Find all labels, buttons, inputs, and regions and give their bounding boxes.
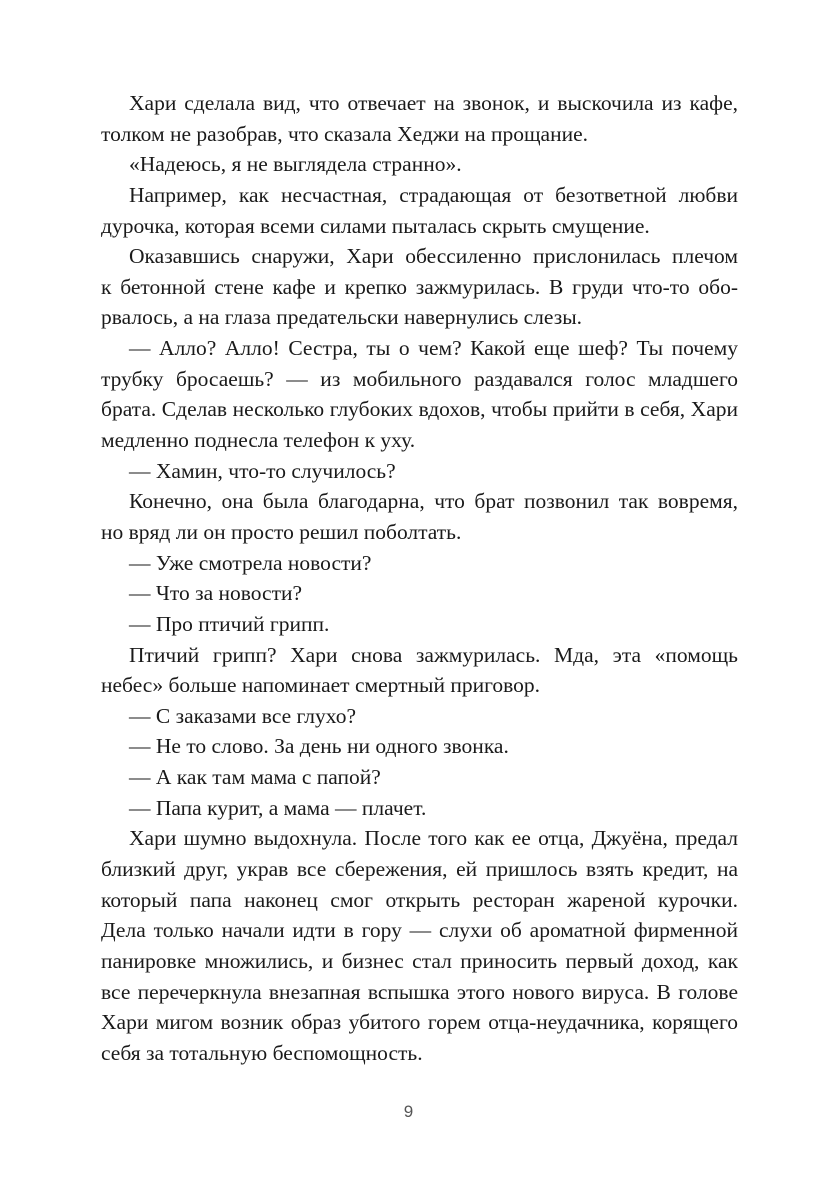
paragraph — [101, 241, 738, 333]
text-line: — Не то слово. За день ни одного звонка. — [129, 734, 509, 759]
text-line: брата. Сделав несколько глубоких вдохов, чтобы прийти в себя, Хари — [101, 397, 738, 422]
text-line: — Что за новости? — [129, 581, 303, 606]
body-text — [101, 88, 738, 1069]
paragraph — [101, 88, 738, 149]
paragraph — [101, 640, 738, 701]
paragraph — [101, 823, 738, 1068]
text-line: — А как там мама с папой? — [129, 765, 381, 790]
paragraph — [101, 548, 738, 579]
paragraph — [101, 762, 738, 793]
paragraph — [101, 149, 738, 180]
text-line: который папа наконец смог открыть ресторан жареной курочки. — [101, 887, 738, 912]
text-line: «Надеюсь, я не выглядела странно». — [129, 152, 462, 177]
text-line: Хари мигом возник образ убитого горем отца-неудачника, корящего — [101, 1010, 738, 1035]
text-line: Птичий грипп? Хари снова зажмурилась. Мда, эта «помощь — [129, 642, 738, 667]
text-line: трубку бросаешь? — из мобильного раздавался голос младшего — [101, 366, 738, 391]
text-line: к бетонной стене кафе и крепко зажмурилась. В груди что-то обо- — [101, 274, 738, 299]
text-line: панировке множились, и бизнес стал приносить первый доход, как — [101, 948, 738, 973]
paragraph — [101, 486, 738, 547]
text-line: рвалось, а на глаза предательски навернулись слезы. — [101, 305, 583, 330]
text-line: Дела только начали идти в гору — слухи об ароматной фирменной — [101, 918, 738, 943]
paragraph — [101, 609, 738, 640]
paragraph — [101, 578, 738, 609]
text-line: Хари сделала вид, что отвечает на звонок, и выскочила из кафе, — [129, 91, 738, 115]
text-line: — Уже смотрела новости? — [129, 550, 372, 575]
text-line: — Папа курит, а мама — плачет. — [129, 795, 427, 820]
text-line: — Алло? Алло! Сестра, ты о чем? Какой еще шеф? Ты почему — [129, 336, 738, 361]
text-line: Например, как несчастная, страдающая от безответной любви — [129, 182, 738, 207]
text-line: — Хамин, что-то случилось? — [129, 458, 396, 483]
text-line: — Про птичий грипп. — [129, 611, 330, 636]
text-line: все перечеркнула внезапная вспышка этого нового вируса. В голове — [101, 979, 738, 1004]
text-line: — С заказами все глухо? — [129, 703, 356, 728]
paragraph — [101, 731, 738, 762]
paragraph — [101, 793, 738, 824]
text-line: Хари шумно выдохнула. После того как ее отца, Джуёна, предал — [129, 826, 738, 851]
text-line: но вряд ли он просто решил поболтать. — [101, 519, 462, 544]
text-line: небес» больше напоминает смертный приговор. — [101, 673, 541, 698]
text-line: толком не разобрав, что сказала Хеджи на прощание. — [101, 121, 588, 146]
paragraph — [101, 456, 738, 487]
text-line: близкий друг, украв все сбережения, ей пришлось взять кредит, на — [101, 857, 738, 882]
text-line: Оказавшись снаружи, Хари обессиленно прислонилась плечом — [129, 244, 738, 269]
paragraph — [101, 180, 738, 241]
text-line: медленно поднесла телефон к уху. — [101, 428, 416, 453]
paragraph — [101, 333, 738, 456]
text-line: себя за тотальную беспомощность. — [101, 1040, 423, 1065]
page-number: 9 — [403, 1102, 414, 1121]
paragraph — [101, 701, 738, 732]
text-line: Конечно, она была благодарна, что брат позвонил так вовремя, — [129, 489, 738, 514]
text-line: дурочка, которая всеми силами пыталась скрыть смущение. — [101, 213, 650, 238]
